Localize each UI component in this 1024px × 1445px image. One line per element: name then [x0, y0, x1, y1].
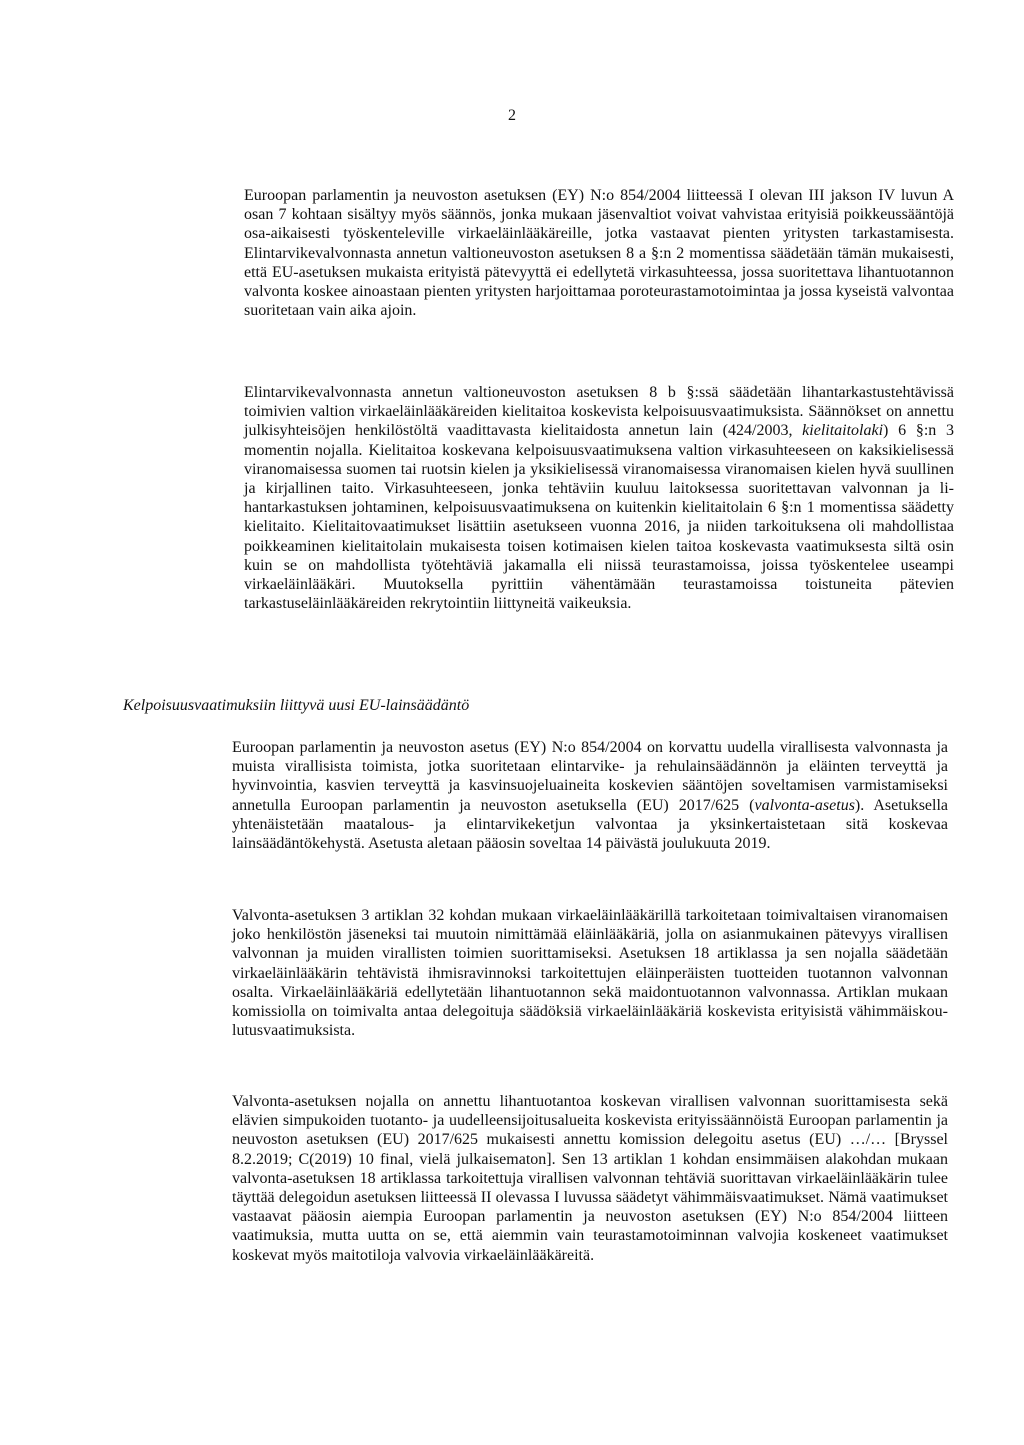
- page-number: 2: [508, 107, 516, 124]
- paragraph-delegated-regulation: Valvonta-asetuksen nojalla on annettu lihantuotantoa koskevan virallisen valvonnan suorittamisesta sekä elävien simpukoiden tuotanto- ja uudelleensijoitusalueita koskevista erityissäännöistä Euroopan parlamentin ja neuvoston asetuksen (EU) 2017/625 mukaisesti annettu komission delegoitu asetus (EU) …/… [Bryssel 8.2.2019; C(2019) 10 final, vielä julkaisematon]. Sen 13 artiklan 1 kohdan ensimmäisen alakohdan mukaan valvonta-asetuksen 18 artiklassa tarkoitettuja virallisen valvonnan tehtäviä suorittavan virkaeläinlääkärin tulee täyttää delegoidun asetuksen liitteessä II olevassa I luvussa säädetyt vähimmäisvaatimukset. Nämä vaatimukset vastaavat pääosin aiempia Euroopan parlamentin ja neuvoston asetuksen (EY) N:o 854/2004 liitteen vaatimuksia, mutta uutta on se, että aiemmin vain teurastamotoiminnan valvojia koskeneet vaatimukset koskevat myös maitotiloja valvovia virkaeläinlääkäreitä.: [232, 1093, 948, 1264]
- regulation-name: valvonta-asetus: [754, 796, 855, 814]
- paragraph-official-veterinarian: Valvonta-asetuksen 3 artiklan 32 kohdan mukaan virkaeläinlääkärillä tarkoitetaan toimivaltaisen viranomaisen joko henkilöstön jäseneksi tai muutoin nimittämää eläinlääkäriä, jolla on asianmukainen pätevyys virallisen valvonnan ja muiden virallisten toimien suorittamiseksi. Asetuksen 18 artiklassa ja sen nojalla säädetään virkaeläinlääkärin tehtävistä ihmisravinnoksi tarkoitettujen eläinperäisten tuotteiden tuotannon valvonnan osalta. Virkaeläinlääkäriä edellytetään lihantuotannon sekä maidontuotannon valvonnassa. Artiklan mukaan komissiolla on toimivalta antaa delegoituja säädöksiä virkaeläinlääkäriä koskevista erityisistä vähimmäiskoulutusvaatimuksista.: [232, 907, 948, 1040]
- paragraph-text: Euroopan parlamentin ja neuvoston asetus (EY) N:o 854/2004 on korvattu uudella virallisesta valvonnasta ja muista virallisista toimista, jotka suoritetaan elintarvike- ja rehulainsäädännön ja eläinten terveyttä ja hyvinvointia, kasvien terveyttä ja kasvinsuojeluaineita koskevien sääntöjen soveltamisen varmistamiseksi annetulla Euroopan parlamentin ja neuvoston asetuksella (EU) 2017/625 (: [232, 739, 948, 814]
- section-heading: Kelpoisuusvaatimuksiin liittyvä uusi EU-lainsäädäntö: [123, 697, 470, 714]
- paragraph-text: ) 6 §:n 3 momentin nojalla. Kielitaitoa koskevana kelpoisuusvaatimuksena valtion virkasuhteeseen on kaksikielisessä viranomaisessa suomen tai ruotsin kielen ja yksikielisessä viranomaisessa viranomaisen kielen hyvä suullinen ja kirjallinen taito. Virkasuhteeseen, jonka tehtäviin kuuluu laitoksessa suoritettavan valvonnan ja lihantarkastuksen johtaminen, kelpoisuusvaatimuksena on kuitenkin kielitaitolain 6 §:n 1 momentissa säädetty kielitaito. Kielitaitovaatimukset lisättiin asetukseen vuonna 2016, ja niiden tarkoituksena oli mahdollistaa poikkeaminen kielitaitolain mukaisesta toisen kotimaisen kielen taitoa koskevasta vaatimuksesta siltä osin kuin se on mahdollista työtehtäviä jakamalla eli niissä teurastamoissa, joissa työskentelee useampi virkaeläinlääkäri. Muutoksella pyrittiin vähentämään teurastamoissa toistuneita pätevien tarkastuseläinlääkäreiden rekrytointiin liittyneitä vaikeuksia.: [244, 422, 954, 613]
- law-name: kielitaitolaki: [802, 422, 884, 440]
- paragraph-new-regulation: [232, 738, 948, 853]
- paragraph-text: ). Asetuksella yhtenäistetään maatalous- ja elintarvikeketjun valvontaa ja yksinkertaistetaan sitä koskevaa lainsäädäntökehystä. Asetusta aletaan pääosin soveltaa 14 päivästä joulukuuta 2019.: [232, 796, 949, 853]
- paragraph-eu-exception-rules: Euroopan parlamentin ja neuvoston asetuksen (EY) N:o 854/2004 liitteessä I olevan III jakson IV luvun A osan 7 kohtaan sisältyy myös säännös, jonka mukaan jäsenvaltiot voivat vahvistaa erityisiä poikkeussääntöjä osa-aikaisesti työskenteleville virkaeläinlääkäreille, jotka vastaavat pienten yritysten tarkastamisesta. Elintarvikevalvonnasta annetun valtioneuvoston asetuksen 8 a §:n 2 momentissa säädetään tämän mukaisesti, että EU-asetuksen mukaista erityistä pätevyyttä ei edellytetä virkasuhteessa, jossa suoritettava lihantuotannon valvonta koskee ainoastaan pienten yritysten harjoittamaa poroteurastamotoimintaa ja jossa kyseistä valvontaa suoritetaan vain aika ajoin.: [244, 187, 954, 320]
- paragraph-language-requirements: [244, 383, 954, 613]
- paragraph-text: Elintarvikevalvonnasta annetun valtioneuvoston asetuksen 8 b §:ssä säädetään lihantarkastustehtävissä toimivien valtion virkaeläinlääkäreiden kielitaitoa koskevista kelpoisuusvaatimuksista. Säännökset on annettu julkisyhteisöjen henkilöstöltä vaadittavasta kielitaidosta annetun lain (424/2003,: [244, 384, 954, 440]
